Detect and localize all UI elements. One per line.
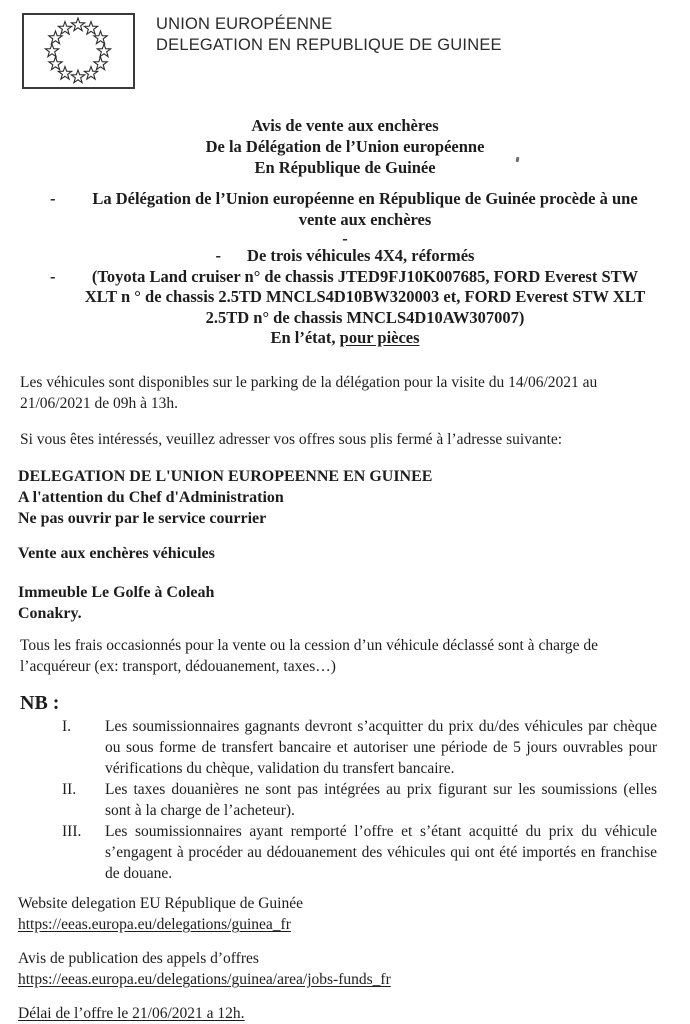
bullet-text-sale: La Délégation de l’Union européenne en République de Guinée procède à une vente aux enchères bbox=[92, 189, 638, 229]
list-item-numeral: III. bbox=[62, 823, 82, 840]
offer-deadline: Délai de l’offre le 21/06/2021 a 12h. bbox=[18, 1005, 245, 1022]
tenders-link[interactable]: https://eeas.europa.eu/delegations/guinea/area/jobs-funds_fr bbox=[18, 971, 391, 988]
address-org: DELEGATION DE L'UNION EUROPEENNE EN GUINEE bbox=[18, 467, 433, 485]
dash-bullet: - bbox=[50, 189, 56, 208]
auction-details bbox=[0, 189, 690, 349]
availability-paragraph: Les véhicules sont disponibles sur le parking de la délégation pour la visite du 14/06/2021 au 21/06/2021 de 09h à 13h. bbox=[20, 373, 598, 412]
document-footer bbox=[18, 893, 690, 1024]
bullet-text-vehicles: De trois véhicules 4X4, réformés bbox=[247, 246, 475, 265]
list-item-numeral: II. bbox=[62, 781, 77, 798]
list-item-text: Les taxes douanières ne sont pas intégrées au prix figurant sur les soumissions (elles sont à la charge de l’acheteur). bbox=[105, 781, 657, 819]
org-name-line1: UNION EUROPÉENNE bbox=[156, 15, 333, 33]
list-item bbox=[62, 716, 657, 779]
condition-prefix: En l’état, bbox=[270, 328, 340, 347]
nb-list bbox=[62, 716, 657, 884]
instruction-paragraph: Si vous êtes intéressés, veuillez adresser vos offres sous plis fermé à l’adresse suivante: bbox=[20, 431, 563, 448]
list-item bbox=[62, 821, 657, 884]
website-link[interactable]: https://eeas.europa.eu/delegations/guinea_fr bbox=[18, 916, 291, 933]
separator-dash: - bbox=[342, 229, 348, 248]
website-label: Website delegation EU République de Guinée bbox=[18, 895, 303, 912]
address-block bbox=[18, 466, 690, 624]
eu-flag-stars-icon bbox=[24, 15, 133, 87]
title-line-2: De la Délégation de l’Union européenne bbox=[205, 137, 485, 156]
eu-flag-logo bbox=[22, 13, 135, 89]
title-line-1: Avis de vente aux enchères bbox=[251, 116, 439, 135]
address-subject: Vente aux enchères véhicules bbox=[18, 544, 215, 562]
list-item-text: Les soumissionnaires ayant remporté l’offre et s’étant acquitté du prix du véhicule s’engagent à procéder au dédouanement des véhicules qui ont été importés en franchise de douane. bbox=[105, 823, 657, 882]
address-city: Conakry. bbox=[18, 604, 82, 622]
condition-line bbox=[0, 328, 690, 349]
bullet-text-chassis: (Toyota Land cruiser n° de chassis JTED9FJ10K007685, FORD Everest STW XLT n ° de chassis 2.5TD MNCLS4D10BW320003 et, FORD Everest STW XLT 2.5TD n° de chassis MNCLS4D10AW307007) bbox=[84, 266, 646, 327]
bullet-item-vehicles bbox=[0, 246, 690, 267]
bullet-item-chassis bbox=[0, 267, 690, 329]
address-instruction: Ne pas ouvrir par le service courrier bbox=[18, 509, 267, 527]
org-name-line2: DELEGATION EN REPUBLIQUE DE GUINEE bbox=[156, 36, 502, 54]
dash-bullet: - bbox=[215, 246, 222, 265]
dash-bullet: - bbox=[50, 266, 56, 286]
document-title bbox=[0, 115, 690, 178]
bullet-item-sale bbox=[0, 189, 690, 230]
condition-underlined: pour pièces bbox=[339, 328, 420, 347]
address-building: Immeuble Le Golfe à Coleah bbox=[18, 583, 215, 601]
list-item-text: Les soumissionnaires gagnants devront s’acquitter du prix du/des véhicules par chèque ou sous forme de transfert bancaire et autoriser une période de 5 jours ouvrables pour vérifications du chèque, validation du transfert bancaire. bbox=[105, 718, 657, 777]
org-name bbox=[156, 13, 502, 56]
title-line-3: En République de Guinée bbox=[254, 158, 436, 177]
nb-label: NB : bbox=[20, 692, 60, 714]
tenders-label: Avis de publication des appels d’offres bbox=[18, 950, 259, 967]
fees-paragraph: Tous les frais occasionnés pour la vente ou la cession d’un véhicule déclassé sont à charge de l’acquéreur (ex: transport, dédouanement, taxes…) bbox=[20, 636, 598, 675]
list-item bbox=[62, 779, 657, 821]
list-item-numeral: I. bbox=[62, 718, 72, 735]
address-attention: A l'attention du Chef d'Administration bbox=[18, 488, 284, 506]
document-header bbox=[0, 0, 690, 89]
